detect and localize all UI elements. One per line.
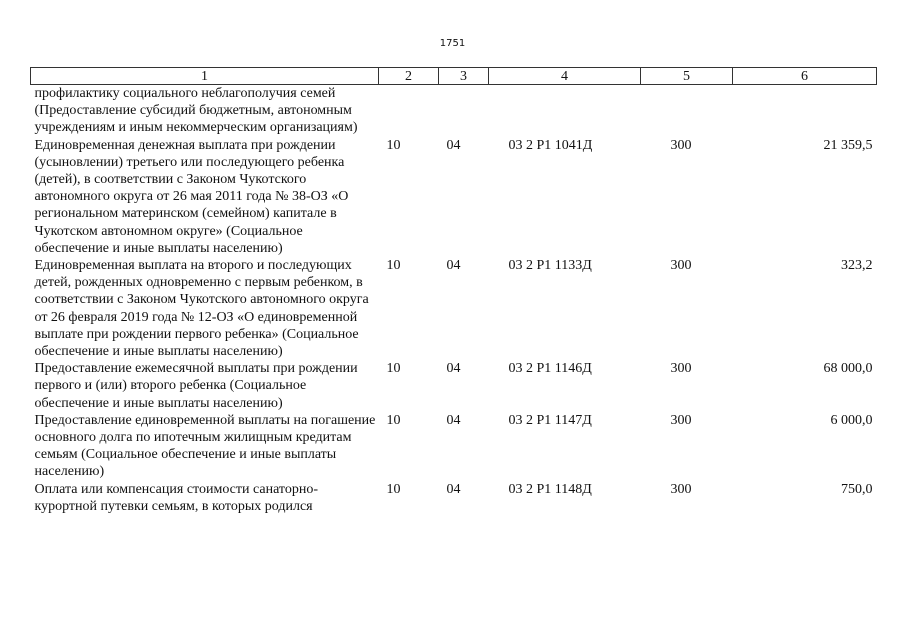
- header-col-1: 1: [31, 68, 379, 85]
- table-row: [31, 137, 877, 257]
- budget-table: [30, 67, 877, 515]
- row-name: Предоставление ежемесячной выплаты при рождении первого и (или) второго ребенка (Социальное обеспечение и иные выплаты населению): [34, 361, 358, 411]
- row-expense-type: 300: [670, 481, 692, 497]
- row-name: Оплата или компенсация стоимости санаторно-курортной путевки семьям, в которых родился: [34, 481, 319, 514]
- row-name: профилактику социального неблагополучия семей (Предоставление субсидий бюджетным, автономным учреждениям и иным некоммерческим организациям): [34, 86, 358, 136]
- table-header-row: [31, 68, 877, 85]
- row-subsection: 04: [446, 481, 461, 497]
- table-row: [31, 481, 877, 515]
- row-target-code: 03 2 Р1 1146Д: [508, 361, 592, 377]
- header-col-2: 2: [379, 68, 439, 85]
- row-section: 10: [386, 258, 401, 274]
- table-row: [31, 257, 877, 360]
- row-section: 10: [386, 412, 401, 428]
- row-target-code: [489, 85, 641, 137]
- row-target-code: 03 2 Р1 1147Д: [508, 412, 592, 428]
- row-amount: 68 000,0: [823, 361, 873, 377]
- row-amount: 750,0: [841, 481, 873, 497]
- page-number: 1751: [439, 38, 466, 49]
- row-section: 10: [386, 361, 401, 377]
- row-target-code: 03 2 Р1 1148Д: [508, 481, 592, 497]
- row-name: Единовременная выплата на второго и последующих детей, рожденных одновременно с первым ребенком, в соответствии с Законом Чукотского автономного округа от 26 февраля 2019 года № 12-ОЗ «О единовременной выплате при рождении первого ребенка» (Социальное обеспечение и иные выплаты населению): [34, 258, 369, 360]
- header-col-4: 4: [489, 68, 641, 85]
- header-col-6: 6: [733, 68, 877, 85]
- row-amount: 6 000,0: [830, 412, 873, 428]
- header-col-5: 5: [641, 68, 733, 85]
- row-subsection: [439, 85, 489, 137]
- table-row: [31, 412, 877, 481]
- row-name: Предоставление единовременной выплаты на погашение основного долга по ипотечным жилищным кредитам семьям (Социальное обеспечение и иные выплаты населению): [34, 412, 376, 480]
- row-expense-type: 300: [670, 137, 692, 153]
- row-amount: 21 359,5: [823, 137, 873, 153]
- row-subsection: 04: [446, 258, 461, 274]
- row-target-code: 03 2 Р1 1041Д: [508, 137, 593, 153]
- table-row: [31, 360, 877, 412]
- row-section: 10: [386, 137, 401, 153]
- table-row: [31, 85, 877, 137]
- row-expense-type: 300: [670, 361, 692, 377]
- row-name: Единовременная денежная выплата при рождении (усыновлении) третьего или последующего ребенка (детей), в соответствии с Законом Чукотского автономного округа от 26 мая 2011 года № 38-ОЗ «О региональном материнском (семейном) капитале в Чукотском автономном округе» (Социальное обеспечение и иные выплаты населению): [34, 137, 349, 256]
- row-target-code: 03 2 Р1 1133Д: [508, 258, 592, 274]
- header-col-3: 3: [439, 68, 489, 85]
- row-expense-type: [641, 85, 733, 137]
- row-expense-type: 300: [670, 412, 692, 428]
- row-subsection: 04: [446, 361, 461, 377]
- row-subsection: 04: [446, 412, 461, 428]
- row-amount: 323,2: [841, 258, 873, 274]
- row-subsection: 04: [446, 137, 461, 153]
- row-section: [379, 85, 439, 137]
- row-section: 10: [386, 481, 401, 497]
- row-amount: [733, 85, 877, 137]
- row-expense-type: 300: [670, 258, 692, 274]
